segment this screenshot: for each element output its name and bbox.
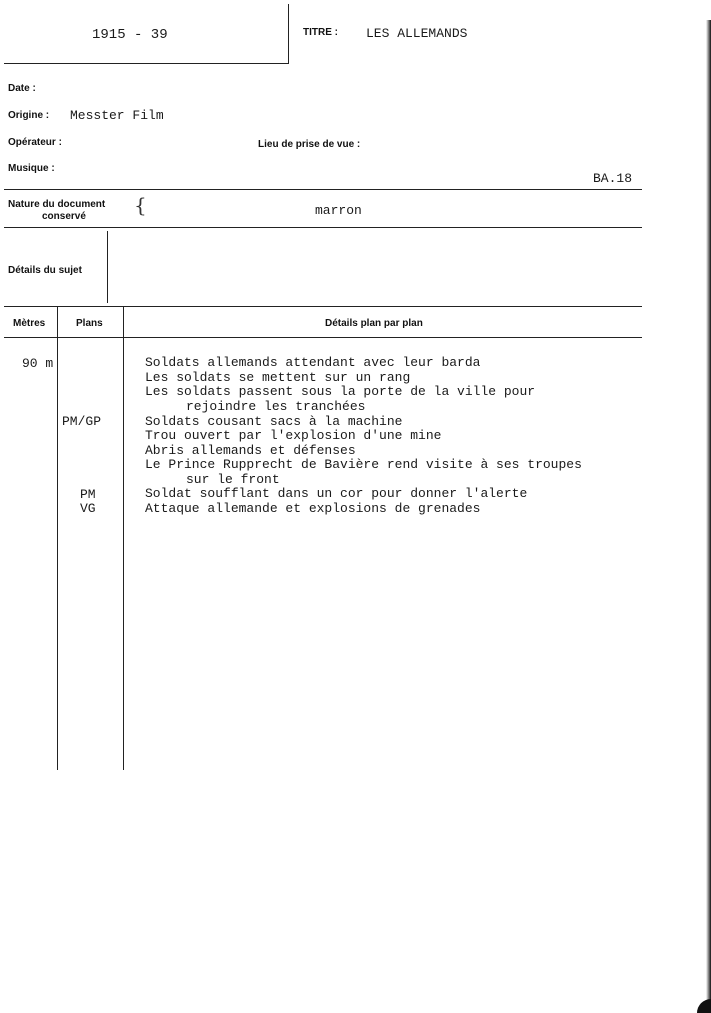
detail-line: Le Prince Rupprecht de Bavière rend visite à ses troupes — [145, 457, 582, 472]
scan-edge-shadow — [706, 20, 711, 1013]
nature-value: marron — [315, 203, 362, 218]
origine-label: Origine : — [8, 110, 50, 121]
plan-label: VG — [80, 501, 96, 516]
column-divider-plans — [123, 306, 124, 770]
date-label: Date : — [8, 83, 36, 94]
detail-line: Les soldats passent sous la porte de la ville pour — [145, 384, 536, 399]
column-divider-metres — [57, 306, 58, 770]
nature-label-line2: conservé — [42, 211, 86, 222]
lieu-label: Lieu de prise de vue : — [258, 139, 361, 150]
nature-label-line1: Nature du document — [8, 199, 106, 210]
detail-line: Attaque allemande et explosions de grenades — [145, 501, 481, 516]
nature-brace: { — [134, 193, 147, 217]
operateur-label: Opérateur : — [8, 137, 62, 148]
header-metres: Mètres — [13, 318, 46, 329]
details-bracket-line — [107, 231, 108, 303]
detail-line: rejoindre les tranchées — [186, 399, 366, 414]
detail-line: Abris allemands et défenses — [145, 443, 356, 458]
metres-value: 90 m — [22, 356, 54, 371]
detail-line: Soldat soufflant dans un cor pour donner l'alerte — [145, 486, 528, 501]
table-header-rule — [4, 337, 642, 338]
header-divider-horizontal — [4, 63, 289, 64]
plan-label: PM — [80, 487, 96, 502]
table-top-rule — [4, 306, 642, 307]
header-detail: Détails plan par plan — [325, 318, 423, 329]
nature-top-rule — [4, 189, 642, 190]
titre-label: TITRE : — [303, 27, 338, 38]
detail-line: Soldats cousant sacs à la machine — [145, 414, 403, 429]
details-sujet-label: Détails du sujet — [8, 265, 82, 276]
plan-label: PM/GP — [62, 414, 102, 429]
reference-code: BA.18 — [593, 171, 633, 186]
detail-line: Trou ouvert par l'explosion d'une mine — [145, 428, 442, 443]
header-divider-vertical — [288, 4, 289, 64]
detail-line: Soldats allemands attendant avec leur barda — [145, 355, 481, 370]
origine-value: Messter Film — [70, 108, 164, 123]
detail-line: Les soldats se mettent sur un rang — [145, 370, 411, 385]
header-plans: Plans — [76, 318, 103, 329]
musique-label: Musique : — [8, 163, 55, 174]
date-range: 1915 - 39 — [92, 27, 168, 43]
detail-line: sur le front — [186, 472, 280, 487]
titre-value: LES ALLEMANDS — [366, 26, 468, 41]
scan-corner-shadow — [697, 999, 711, 1013]
nature-bottom-rule — [4, 227, 642, 228]
